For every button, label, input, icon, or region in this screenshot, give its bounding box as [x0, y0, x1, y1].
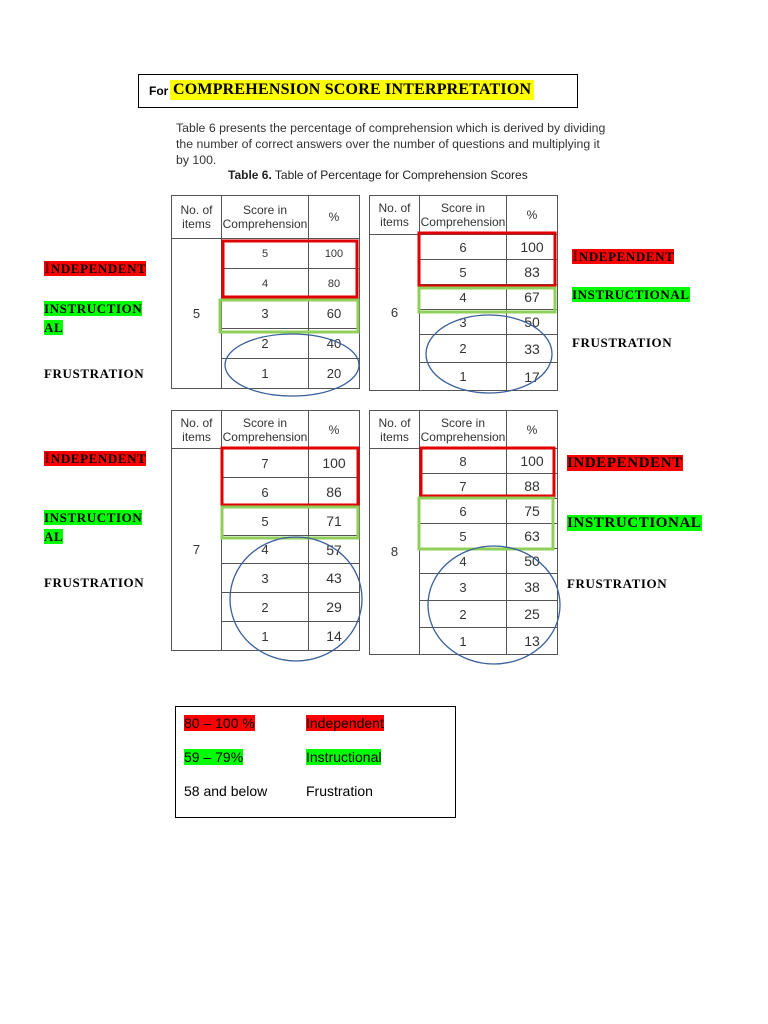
table-cell: 50 — [507, 310, 558, 335]
header-percent: % — [507, 411, 558, 449]
page-title: COMPREHENSION SCORE INTERPRETATION — [170, 80, 534, 100]
table-cell: 4 — [222, 269, 309, 299]
title-prefix: For — [149, 84, 169, 98]
header-score: Score in Comprehension — [222, 196, 309, 239]
table-cell: 71 — [309, 507, 360, 536]
score-table-7-items — [171, 410, 360, 651]
header-score: Score in Comprehension — [420, 196, 507, 235]
title-box — [138, 74, 578, 108]
score-table-6-items — [369, 195, 558, 391]
header-score: Score in Comprehension — [420, 411, 507, 449]
table-cell: 3 — [222, 299, 309, 329]
table-cell: 2 — [420, 601, 507, 628]
table-cell: 75 — [507, 499, 558, 524]
header-percent: % — [507, 196, 558, 235]
table-cell: 25 — [507, 601, 558, 628]
legend-box — [175, 706, 456, 818]
table-cell: 100 — [507, 449, 558, 474]
table-cell: 86 — [309, 478, 360, 507]
table-cell: 83 — [507, 260, 558, 285]
table-cell: 4 — [222, 536, 309, 564]
table-cell: 6 — [420, 235, 507, 260]
legend-level: Instructional — [306, 749, 382, 765]
intro-paragraph: Table 6 presents the percentage of comprehension which is derived by dividing the number of correct answers over the number of questions and multiplying it by 100. — [176, 121, 606, 167]
table-cell: 2 — [420, 335, 507, 363]
table-cell: 43 — [309, 564, 360, 593]
label-independent: INDEPENDENT — [567, 455, 683, 471]
table-cell: 14 — [309, 622, 360, 651]
table-cell: 1 — [420, 628, 507, 655]
header-percent: % — [309, 196, 360, 239]
table-cell: 7 — [420, 474, 507, 499]
label-frustration: FRUSTRATION — [572, 335, 673, 350]
table-cell: 20 — [309, 359, 360, 389]
table-cell: 80 — [309, 269, 360, 299]
table-cell: 8 — [420, 449, 507, 474]
legend-range: 58 and below — [184, 783, 268, 799]
table-cell: 100 — [309, 449, 360, 478]
score-table-8-items — [369, 410, 558, 655]
table-cell: 1 — [222, 359, 309, 389]
items-count: 5 — [172, 239, 222, 389]
items-count: 7 — [172, 449, 222, 651]
label-instructional: INSTRUCTION AL — [44, 301, 143, 335]
legend-level: Frustration — [306, 783, 373, 799]
table-cell: 2 — [222, 329, 309, 359]
table-cell: 4 — [420, 285, 507, 310]
label-frustration: FRUSTRATION — [44, 366, 145, 381]
table-cell: 1 — [420, 363, 507, 391]
header-items: No. of items — [172, 196, 222, 239]
table-cell: 100 — [507, 235, 558, 260]
legend-level: Independent — [306, 715, 384, 731]
table-cell: 88 — [507, 474, 558, 499]
legend-range: 59 – 79% — [184, 749, 244, 765]
table-cell: 50 — [507, 549, 558, 574]
items-count: 6 — [370, 235, 420, 391]
table-caption — [228, 168, 528, 182]
table-cell: 38 — [507, 574, 558, 601]
table-cell: 5 — [420, 524, 507, 549]
header-percent: % — [309, 411, 360, 449]
table-cell: 7 — [222, 449, 309, 478]
table-cell: 13 — [507, 628, 558, 655]
items-count: 8 — [370, 449, 420, 655]
table-cell: 17 — [507, 363, 558, 391]
table-cell: 3 — [222, 564, 309, 593]
table-cell: 6 — [420, 499, 507, 524]
table-cell: 3 — [420, 574, 507, 601]
label-instructional: INSTRUCTIONAL — [572, 287, 690, 302]
caption-text: Table of Percentage for Comprehension Scores — [271, 168, 528, 182]
label-frustration: FRUSTRATION — [44, 575, 145, 590]
label-frustration: FRUSTRATION — [567, 576, 668, 591]
table-cell: 67 — [507, 285, 558, 310]
table-cell: 57 — [309, 536, 360, 564]
header-items: No. of items — [172, 411, 222, 449]
table-cell: 5 — [222, 507, 309, 536]
table-cell: 29 — [309, 593, 360, 622]
label-independent: INDEPENDENT — [44, 450, 147, 467]
label-instructional: INSTRUCTIONAL — [567, 515, 702, 531]
table-cell: 60 — [309, 299, 360, 329]
header-items: No. of items — [370, 411, 420, 449]
table-cell: 100 — [309, 239, 360, 269]
table-cell: 5 — [222, 239, 309, 269]
label-instructional: INSTRUCTION AL — [44, 510, 143, 544]
table-cell: 40 — [309, 329, 360, 359]
table-cell: 3 — [420, 310, 507, 335]
table-cell: 33 — [507, 335, 558, 363]
table-cell: 4 — [420, 549, 507, 574]
header-score: Score in Comprehension — [222, 411, 309, 449]
label-independent: INDEPENDENT — [572, 248, 675, 265]
legend-range: 80 – 100 % — [184, 715, 255, 731]
table-cell: 63 — [507, 524, 558, 549]
table-cell: 6 — [222, 478, 309, 507]
header-items: No. of items — [370, 196, 420, 235]
score-table-5-items — [171, 195, 360, 389]
label-independent: INDEPENDENT — [44, 260, 147, 277]
caption-label: Table 6. — [228, 168, 272, 182]
table-cell: 5 — [420, 260, 507, 285]
table-cell: 2 — [222, 593, 309, 622]
table-cell: 1 — [222, 622, 309, 651]
